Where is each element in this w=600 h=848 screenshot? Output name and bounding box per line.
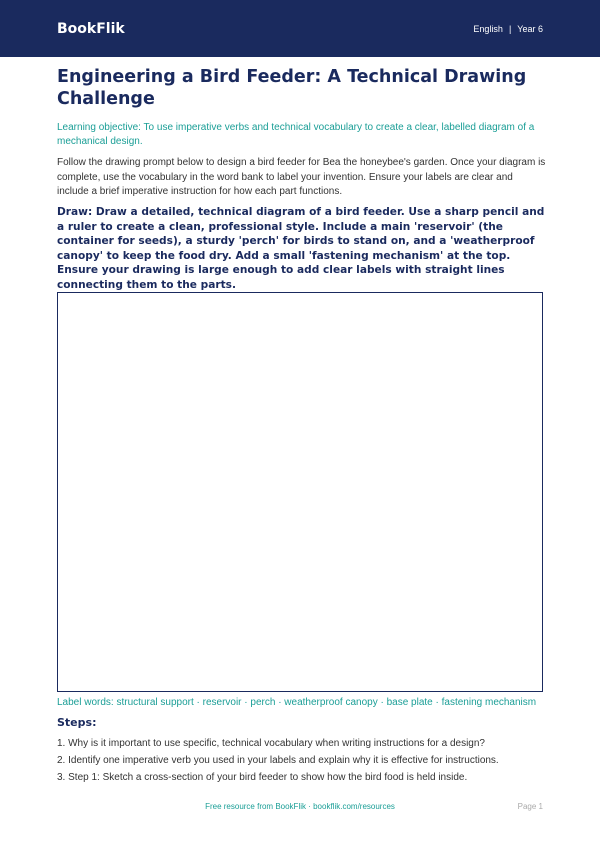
word-bank: Label words: structural support · reservoir · perch · weatherproof canopy · base plate · fastening mechanism (57, 697, 537, 708)
subject-label: English (473, 23, 503, 34)
learning-objective: Learning objective: To use imperative verbs and technical vocabulary to create a clear, labelled diagram of a mechanical design. (57, 122, 535, 147)
brand-logo-text[interactable]: BookFlik (57, 20, 125, 37)
meta-separator: | (508, 23, 512, 34)
steps-list (57, 737, 557, 788)
subject-year-label (473, 24, 543, 34)
step-item: 1. Why is it important to use specific, technical vocabulary when writing instructions for a design? (57, 738, 485, 749)
step-item: 2. Identify one imperative verb you used in your labels and explain why it is effective for instructions. (57, 755, 499, 766)
drawing-prompt: Draw: Draw a detailed, technical diagram of a bird feeder. Use a sharp pencil and a ruler to create a clean, professional style. Include a main 'reservoir' (the container for seeds), a sturdy 'perch' for birds to stand on, and a 'weatherproof canopy' to keep the food dry. Add a small 'fastening mechanism' at the top. Ensure your drawing is large enough to add clear labels with straight lines connecting them to the parts. (57, 206, 545, 291)
steps-heading: Steps: (57, 716, 97, 729)
intro-paragraph: Follow the drawing prompt below to design a bird feeder for Bea the honeybee's garden. Once your diagram is complete, use the vocabulary in the word bank to label your invention. Ensure your labels are clear and include a brief imperative instruction for how each part functions. (57, 157, 546, 197)
top-banner (0, 0, 600, 57)
page-title: Engineering a Bird Feeder: A Technical Drawing Challenge (57, 67, 527, 109)
footer-source-link[interactable]: Free resource from BookFlik · bookflik.com/resources (205, 802, 395, 811)
year-label: Year 6 (517, 23, 543, 34)
step-item: 3. Step 1: Sketch a cross-section of your bird feeder to show how the bird food is held inside. (57, 772, 468, 783)
page-number: Page 1 (517, 802, 543, 811)
drawing-area-box[interactable] (57, 292, 543, 692)
